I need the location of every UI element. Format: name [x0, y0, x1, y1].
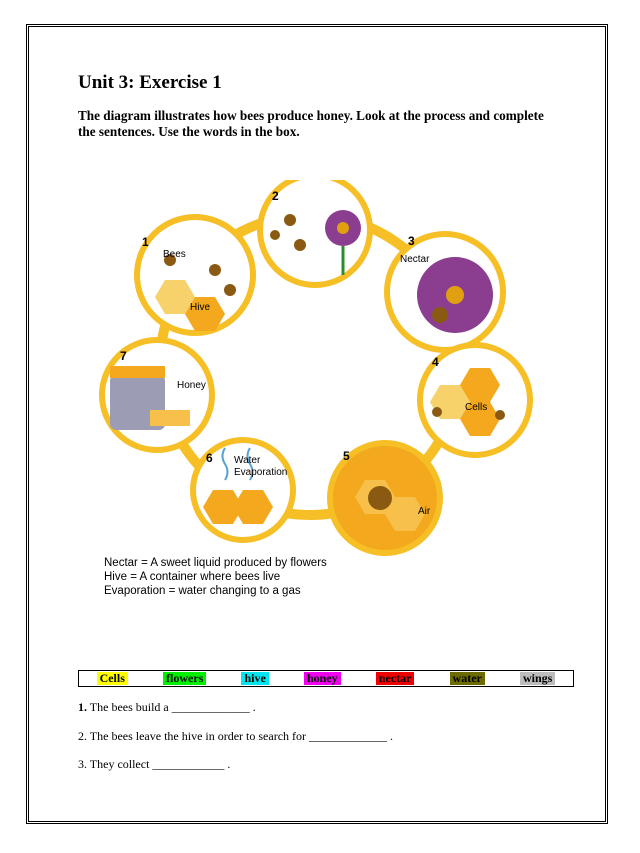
bee-icon [270, 230, 280, 240]
sentence-text: The bees build a _____________ . [87, 700, 256, 714]
sentence-number: 3. [78, 757, 87, 771]
step-number: 5 [343, 449, 350, 463]
definition-evaporation: Evaporation = water changing to a gas [104, 585, 301, 597]
bee-icon [495, 410, 505, 420]
sentence-1 [78, 700, 256, 715]
step-6-circle [193, 440, 293, 540]
step-label-water: Water [234, 455, 261, 466]
step-number: 1 [142, 235, 149, 249]
step-label-air: Air [418, 506, 431, 517]
sentence-text: The bees leave the hive in order to search for _____________ . [87, 729, 394, 743]
word-flowers: flowers [163, 672, 206, 685]
step-1-circle [137, 217, 253, 333]
word-cells: Cells [97, 672, 128, 685]
step-label-hive: Hive [190, 302, 211, 313]
step-number: 6 [206, 451, 213, 465]
step-4-circle [420, 345, 530, 455]
flower-icon [417, 257, 493, 333]
sentence-text: They collect ____________ . [87, 757, 231, 771]
step-label-evaporation: Evaporation [234, 467, 288, 478]
step-number: 7 [120, 349, 127, 363]
step-3-circle [387, 234, 503, 350]
definitions [104, 556, 327, 598]
step-5-circle [330, 443, 440, 553]
word-honey: honey [304, 672, 341, 685]
step-label-cells: Cells [465, 402, 488, 413]
step-label-nectar: Nectar [400, 254, 430, 265]
bee-icon [432, 407, 442, 417]
step-2-circle [260, 180, 370, 285]
sentence-number: 1. [78, 700, 87, 714]
page-title: Unit 3: Exercise 1 [78, 72, 222, 93]
step-number: 4 [432, 355, 439, 369]
step-number: 3 [408, 234, 415, 248]
word-box [78, 670, 574, 687]
step-label-honey: Honey [177, 380, 206, 391]
bee-icon [224, 284, 236, 296]
step-7-circle [102, 340, 212, 450]
bee-icon [284, 214, 296, 226]
bee-icon [294, 239, 306, 251]
definition-hive: Hive = A container where bees live [104, 571, 281, 583]
instructions: The diagram illustrates how bees produce honey. Look at the process and complete the sentences. Use the words in the box. [78, 108, 544, 139]
word-hive: hive [241, 672, 268, 685]
sentence-2 [78, 729, 393, 744]
definition-nectar: Nectar = A sweet liquid produced by flowers [104, 557, 327, 569]
word-water: water [450, 672, 485, 685]
sentence-number: 2. [78, 729, 87, 743]
word-nectar: nectar [376, 672, 415, 685]
sentence-3 [78, 757, 230, 772]
bee-icon [368, 486, 392, 510]
honey-process-diagram [95, 180, 545, 620]
word-wings: wings [520, 672, 555, 685]
bee-icon [432, 307, 448, 323]
bee-icon [209, 264, 221, 276]
step-label-bees: Bees [163, 249, 186, 260]
step-number: 2 [272, 189, 279, 203]
